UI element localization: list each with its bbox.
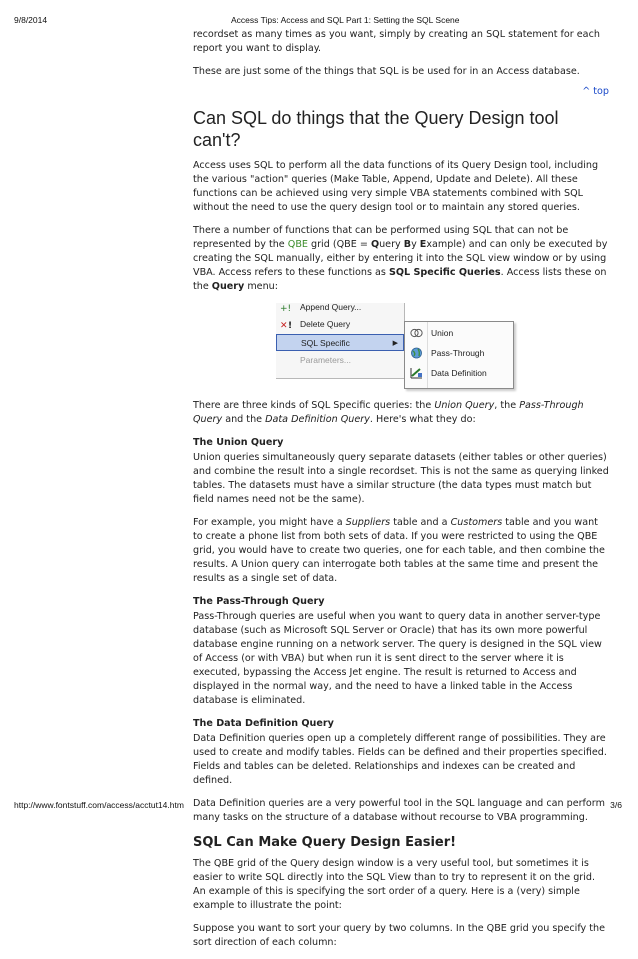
delete-query-icon xyxy=(280,319,294,330)
section2-paragraph-2: Suppose you want to sort your query by two columns. In the QBE grid you specify the sort direction of each column: xyxy=(193,923,606,948)
text-run: grid (QBE = xyxy=(307,239,371,250)
text-run: , the xyxy=(494,400,520,411)
query-menu-screenshot xyxy=(276,303,516,391)
menu-item-label: SQL Specific xyxy=(301,338,350,348)
menu-item-parameters[interactable] xyxy=(276,352,404,369)
query-menu xyxy=(276,303,405,379)
text-run-italic: Union Query xyxy=(434,400,495,411)
data-definition-heading: The Data Definition Query xyxy=(193,718,334,729)
section1-paragraph-2 xyxy=(193,224,609,294)
section1-paragraph-1: Access uses SQL to perform all the data functions of its Query Design tool, including the various "action" queries (Make Table, Append, Update and Delete). All these functions can be achieved using very simple VBA statements combined with SQL without the need to use the query design tool or to maintain any stored queries. xyxy=(193,160,599,213)
globe-icon xyxy=(410,347,423,359)
union-icon xyxy=(410,327,423,339)
svg-text:✕: ✕ xyxy=(280,321,288,330)
text-run: For example, you might have a xyxy=(193,517,346,528)
submenu-item-label: Data Definition xyxy=(431,368,487,378)
text-run-bold: B xyxy=(403,239,412,250)
menu-item-label: Parameters... xyxy=(300,355,352,365)
submenu-item-union[interactable] xyxy=(405,324,513,342)
text-run: menu: xyxy=(244,281,278,292)
intro-paragraph-1: recordset as many times as you want, simply by creating an SQL statement for each report you want to display. xyxy=(193,29,600,54)
submenu-arrow-icon: ▶ xyxy=(392,340,398,347)
section-heading-query-design-easier: SQL Can Make Query Design Easier! xyxy=(193,835,457,850)
intro-paragraph-2: These are just some of the things that SQL is be used for in an Access database. xyxy=(193,66,580,77)
text-run: y xyxy=(411,239,420,250)
text-run-bold: Query xyxy=(211,281,245,292)
text-run: table and you want to create a phone list from both sets of data. If you were restricted to using the QBE grid, you would have to create two queries, one for each table, and then combine the results. A Union query can interrogate both tables at the same time and present the results as a single set of data. xyxy=(193,517,605,584)
text-run: xample) and can only be executed by creating the SQL manually, either by entering it into the SQL view window or by using VBA. Access refers to these functions as xyxy=(193,239,608,278)
svg-text:+!: +! xyxy=(280,304,292,313)
data-definition-paragraph-1: Data Definition queries open up a completely different range of possibilities. They are used to create and modify tables. Fields can be defined and their properties specified. Fields and tables can be deleted. Relationships and indexes can be created and defined. xyxy=(193,733,607,786)
text-run: There are three kinds of SQL Specific queries: the xyxy=(193,400,435,411)
section-heading-sql-vs-query-design: Can SQL do things that the Query Design tool can't? xyxy=(193,108,559,150)
data-definition-paragraph-2: Data Definition queries are a very powerful tool in the SQL language and can perform many tasks on the structure of a database without recourse to VBA programming. xyxy=(193,798,605,823)
menu-item-label: Append Query... xyxy=(300,302,362,312)
qbe-link[interactable]: QBE xyxy=(287,239,308,250)
text-run: There a number of functions that can be performed using SQL that can not be represented by the xyxy=(193,225,569,250)
menu-item-label: Delete Query xyxy=(300,319,351,329)
union-query-heading: The Union Query xyxy=(193,437,284,448)
menu-item-append-query[interactable] xyxy=(276,299,404,316)
article-content xyxy=(193,28,609,959)
text-run-bold: Q xyxy=(370,239,380,250)
text-run-italic: Data Definition Query xyxy=(265,414,370,425)
menu-item-sql-specific[interactable] xyxy=(276,334,404,351)
print-date: 9/8/2014 xyxy=(14,15,48,25)
print-url: http://www.fontstuff.com/access/acctut14.htm xyxy=(14,800,184,810)
submenu-item-label: Union xyxy=(431,328,454,338)
print-page-number: 3/6 xyxy=(610,800,622,810)
union-paragraph-1: Union queries simultaneously query separate datasets (either tables or other queries) and combine the result into a single recordset. This is not the same as querying linked tables. The datasets must have a similar structure (the data types must match but field names need not be the same). xyxy=(193,452,609,505)
text-run: . Access lists these on the xyxy=(193,267,607,292)
sql-specific-submenu xyxy=(404,321,514,389)
text-run-bold: E xyxy=(419,239,427,250)
print-title: Access Tips: Access and SQL Part 1: Setting the SQL Scene xyxy=(231,15,460,25)
text-run: table and a xyxy=(390,517,451,528)
menu-item-delete-query[interactable] xyxy=(276,316,404,333)
svg-text:!: ! xyxy=(288,321,293,330)
section2-paragraph-1: The QBE grid of the Query design window is a very useful tool, but sometimes it is easier to write SQL directly into the SQL View than to try to represent it on the grid. An example of this is specifying the sort order of a query. Here is a (very) simple example to illustrate the point: xyxy=(193,858,596,911)
text-run: . Here's what they do: xyxy=(369,414,476,425)
kinds-paragraph xyxy=(193,399,609,427)
top-link[interactable]: ^ top xyxy=(582,86,609,97)
submenu-item-label: Pass-Through xyxy=(431,348,485,358)
data-definition-icon xyxy=(410,367,423,379)
pass-through-paragraph: Pass-Through queries are useful when you want to query data in another server-type database (such as Microsoft SQL Server or Oracle) that has its own more powerful database engine running on a network server. The query is designed in the SQL view of Access (or with VBA) but when run it is sent direct to the server where it is executed, bypassing the Access Jet engine. The result is returned to Access and displayed in the normal way, and the need to have a linked table in the Access database is eliminated. xyxy=(193,611,602,706)
pass-through-heading: The Pass-Through Query xyxy=(193,596,325,607)
text-run-italic: Suppliers xyxy=(345,517,391,528)
text-run-italic: Pass-Through Query xyxy=(193,400,584,425)
text-run: uery xyxy=(379,239,404,250)
text-run-italic: Customers xyxy=(450,517,503,528)
submenu-item-data-definition[interactable] xyxy=(405,364,513,382)
text-run: and the xyxy=(222,414,266,425)
append-query-icon xyxy=(280,302,294,313)
text-run-bold: SQL Specific Queries xyxy=(388,267,501,278)
submenu-item-pass-through[interactable] xyxy=(405,344,513,362)
union-paragraph-2 xyxy=(193,516,609,586)
